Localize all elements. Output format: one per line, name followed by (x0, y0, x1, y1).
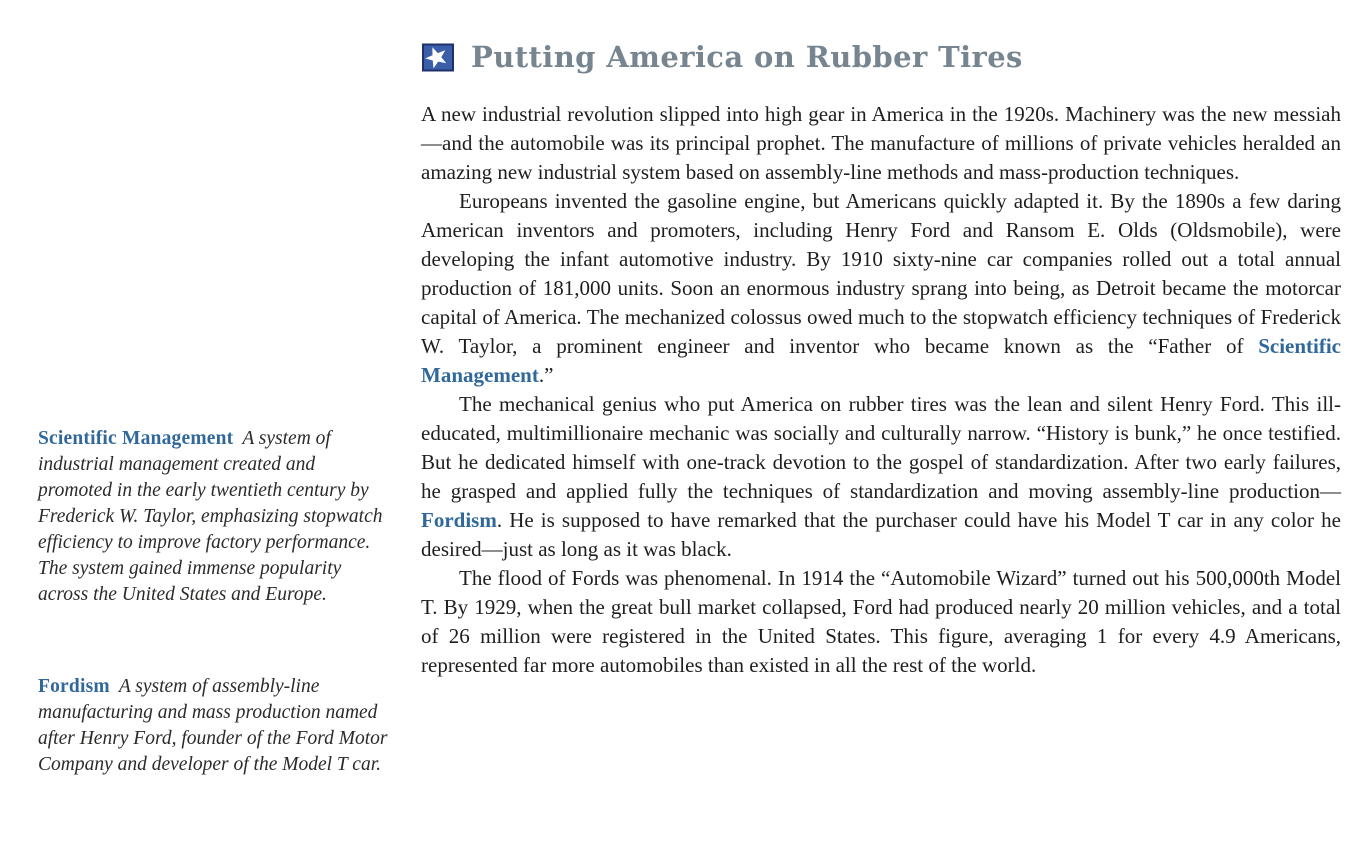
paragraph-text: A new industrial revolution slipped into high gear in America in the 1920s. Machinery was the new messiah—and the automobile was its principal prophet. The manufacture of millions of private vehicles heralded an amazing new industrial system based on assembly-line methods and mass-production techniques. (421, 102, 1341, 184)
paragraph-4 (421, 564, 1341, 680)
section-heading (421, 40, 1341, 74)
margin-note-fordism (38, 674, 392, 778)
main-column (421, 40, 1341, 680)
paragraph-text: The mechanical genius who put America on rubber tires was the lean and silent Henry Ford. This ill-educated, multimillionaire mechanic was socially and culturally narrow. “History is bunk,” he once testified. But he dedicated himself with one-track devotion to the gospel of standardization. After two early failures, he grasped and applied fully the techniques of standardization and moving assembly-line production— (421, 392, 1341, 503)
paragraph-text: . He is supposed to have remarked that the purchaser could have his Model T car in any color he desired—just as long as it was black. (421, 508, 1341, 561)
paragraph-text: .” (538, 363, 554, 387)
margin-note-term: Fordism (38, 676, 110, 697)
paragraph-text: Europeans invented the gasoline engine, but Americans quickly adapted it. By the 1890s a few daring American inventors and promoters, including Henry Ford and Ransom E. Olds (Oldsmobile), were developing the infant automotive industry. By 1910 sixty-nine car companies rolled out a total annual production of 181,000 units. Soon an enormous industry sprang into being, as Detroit became the motorcar capital of America. The mechanized colossus owed much to the stopwatch efficiency techniques of Frederick W. Taylor, a prominent engineer and inventor who became known as the “Father of (421, 189, 1341, 358)
key-term-fordism: Fordism (421, 508, 497, 532)
margin-note-term: Scientific Management (38, 428, 234, 449)
key-term-scientific-management: Scientific Management (421, 334, 1341, 387)
margin-note-definition: A system of assembly-line manufacturing and mass production named after Henry Ford, founder of the Ford Motor Company and developer of the Model T car. (38, 676, 388, 775)
paragraph-3 (421, 390, 1341, 564)
paragraph-1 (421, 100, 1341, 187)
page-title: Putting America on Rubber Tires (471, 40, 1023, 74)
margin-note-definition: A system of industrial management created and promoted in the early twentieth century by Frederick W. Taylor, emphasizing stopwatch efficiency to improve factory performance. The system gained immense popularity across the United States and Europe. (38, 428, 383, 605)
paragraph-text: The flood of Fords was phenomenal. In 1914 the “Automobile Wizard” turned out his 500,000th Model T. By 1929, when the great bull market collapsed, Ford had produced nearly 20 million vehicles, and a total of 26 million were registered in the United States. This figure, averaging 1 for every 4.9 Americans, represented far more automobiles than existed in all the rest of the world. (421, 566, 1341, 677)
star-icon (421, 43, 454, 72)
paragraph-2 (421, 187, 1341, 390)
margin-note-scientific-management (38, 426, 392, 608)
body-text (421, 100, 1341, 680)
margin-notes-column (38, 426, 392, 778)
